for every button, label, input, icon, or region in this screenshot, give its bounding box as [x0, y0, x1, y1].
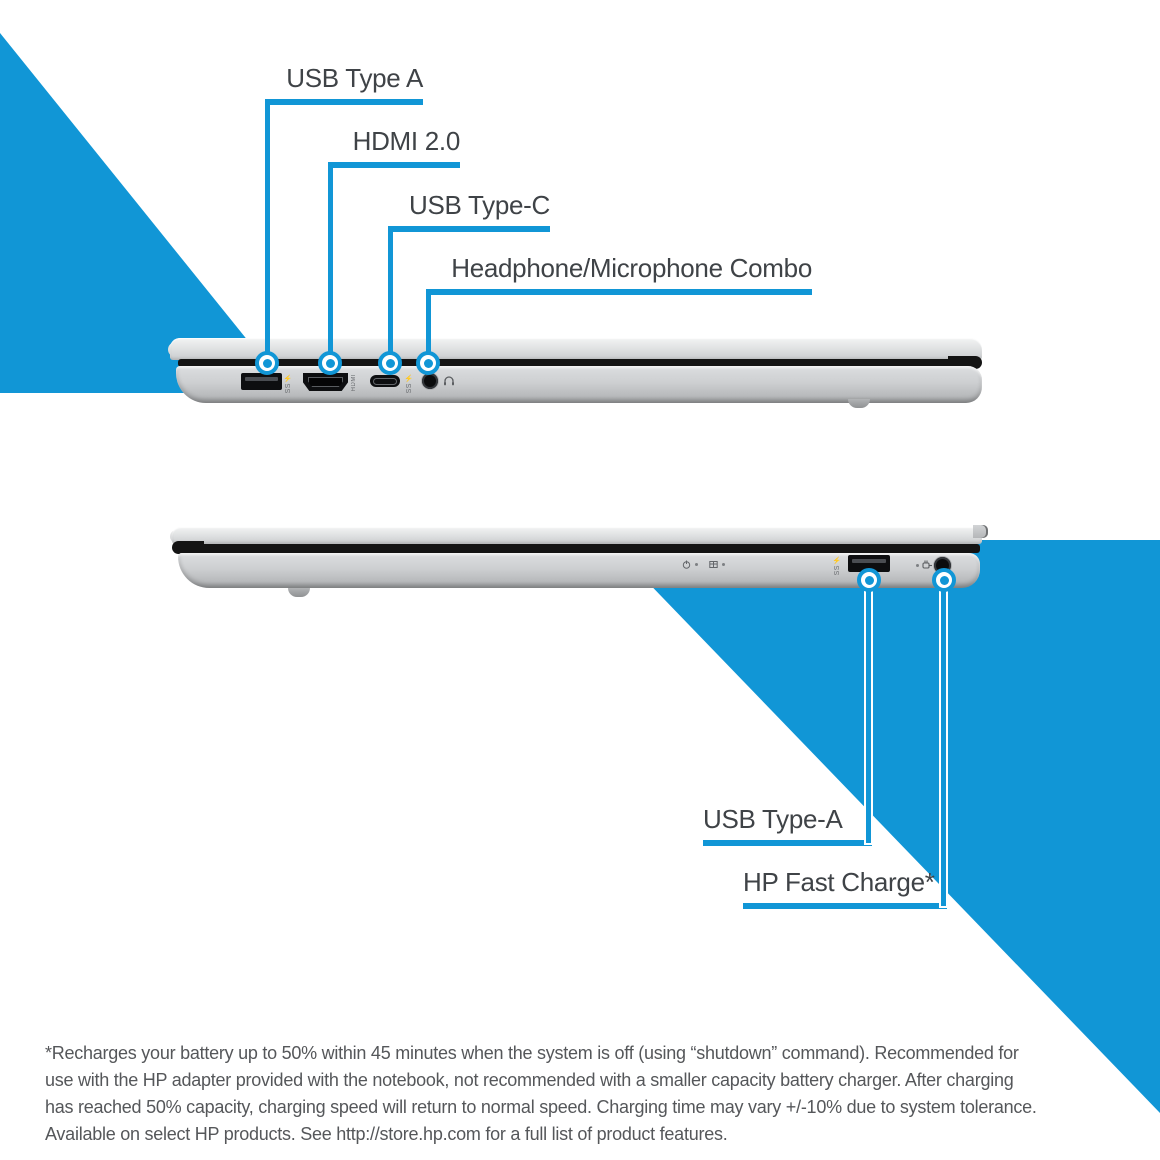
- laptop-base-edge: [176, 366, 982, 403]
- superspeed-usb-icon: SS⚡: [406, 374, 413, 394]
- power-led-dot: [695, 563, 698, 566]
- drive-led-dot: [722, 563, 725, 566]
- decor-triangle-bottom-right: [607, 540, 1160, 1113]
- laptop-left-side-view: [168, 335, 988, 415]
- superspeed-usb-icon: SS⚡: [834, 556, 841, 576]
- headphone-icon: [443, 375, 455, 387]
- footnote-line-3: has reached 50% capacity, charging speed will return to normal speed. Charging time may vary +/-10% due to system tolerance.: [45, 1097, 1037, 1117]
- callout-label-usb-type-a-right: USB Type-A: [703, 804, 843, 834]
- usb-type-c-port: [370, 375, 400, 387]
- ac-adapter-icon: [922, 559, 933, 570]
- laptop-rubber-foot: [288, 588, 310, 597]
- footnote-line-1: *Recharges your battery up to 50% within 45 minutes when the system is off (using “shutdown” command). Recommended for: [45, 1043, 1019, 1063]
- callout-marker-usb-type-a: [255, 351, 279, 375]
- footnote-line-4: Available on select HP products. See http://store.hp.com for a full list of product features.: [45, 1124, 728, 1144]
- callout-underline-hdmi: [328, 162, 460, 168]
- callout-label-usb-type-a: USB Type A: [286, 63, 423, 93]
- laptop-lid-gap: [176, 544, 980, 553]
- callout-marker-usb-type-a-right: [857, 568, 881, 592]
- hinge-cap: [973, 525, 988, 538]
- superspeed-usb-icon: SS⚡: [285, 374, 292, 394]
- callout-marker-hdmi: [318, 351, 342, 375]
- callout-leader-line-usb-type-a: [265, 100, 270, 363]
- laptop-lid-edge: [170, 338, 982, 360]
- charge-led-dot: [916, 564, 919, 567]
- laptop-lid-edge: [172, 527, 982, 544]
- footnote: [45, 1040, 1115, 1148]
- drive-led-icon: [709, 560, 718, 569]
- callout-marker-hp-fast-charge: [932, 568, 956, 592]
- callout-label-usb-type-c: USB Type-C: [408, 190, 550, 220]
- callout-label-hdmi: HDMI 2.0: [352, 126, 460, 156]
- hdmi-label-icon: HDMI: [351, 374, 357, 392]
- callout-underline-usb-type-a-right: [703, 840, 872, 846]
- laptop-right-side-view: [168, 524, 988, 604]
- callout-underline-hp-fast-charge: [743, 903, 947, 909]
- headphone-jack-port: [422, 373, 438, 389]
- callout-marker-headphone-combo: [416, 351, 440, 375]
- callout-leader-line-hp-fast-charge: [941, 580, 946, 906]
- callout-marker-usb-type-c: [378, 351, 402, 375]
- footnote-line-2: use with the HP adapter provided with the notebook, not recommended with a smaller capacity battery charger. After charging: [45, 1070, 1014, 1090]
- callout-underline-usb-type-a: [265, 99, 423, 105]
- callout-label-headphone-combo: Headphone/Microphone Combo: [451, 253, 812, 283]
- laptop-rubber-foot: [848, 399, 870, 408]
- callout-underline-headphone-combo: [426, 289, 812, 295]
- callout-label-hp-fast-charge: HP Fast Charge*: [743, 867, 935, 897]
- callout-leader-line-hdmi: [328, 163, 333, 363]
- hdmi-port: [303, 373, 348, 391]
- power-led-icon: [682, 560, 691, 569]
- callout-leader-line-usb-type-c: [388, 227, 393, 363]
- usb-type-a-port: [241, 373, 282, 390]
- callout-underline-usb-type-c: [388, 226, 550, 232]
- callout-leader-line-usb-type-a-right: [866, 580, 871, 843]
